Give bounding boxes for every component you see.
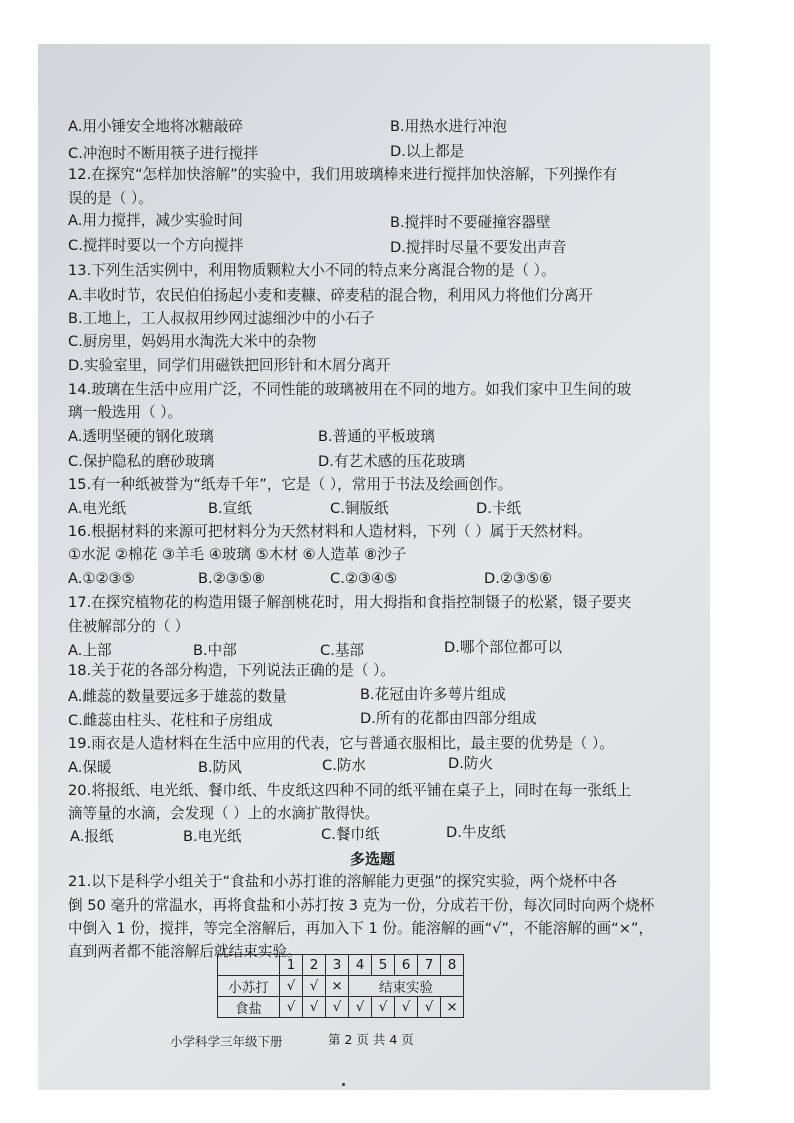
- q17-option-a: A.上部: [68, 642, 112, 659]
- q14-option-d: D.有艺术感的压花玻璃: [318, 453, 466, 470]
- q20-option-c: C.餐巾纸: [321, 826, 380, 843]
- q11-option-b: B.用热水进行冲泡: [390, 118, 507, 135]
- table-cell: √: [303, 976, 326, 997]
- q14-option-c: C.保护隐私的磨砂玻璃: [68, 453, 215, 470]
- q15-stem: 15.有一种纸被誉为“纸寿千年”，它是（ ），常用于书法及绘画创作。: [68, 476, 513, 493]
- q15-option-d: D.卡纸: [476, 500, 522, 517]
- q20-option-d: D.牛皮纸: [446, 824, 506, 841]
- table-cell: √: [349, 997, 372, 1018]
- q14-option-a: A.透明坚硬的钢化玻璃: [68, 428, 214, 445]
- q11-option-d: D.以上都是: [390, 143, 465, 160]
- q16-materials: ①水泥 ②棉花 ③羊毛 ④玻璃 ⑤木材 ⑥人造革 ⑧沙子: [68, 546, 407, 563]
- q14-stem-cont: 璃一般选用（ ）。: [68, 404, 183, 421]
- table-cell: ×: [441, 997, 464, 1018]
- q12-option-a: A.用力搅拌，减少实验时间: [68, 212, 243, 229]
- q12-stem: 12.在探究“怎样加快溶解”的实验中，我们用玻璃棒来进行搅拌加快溶解，下列操作有: [68, 166, 618, 183]
- dissolving-results-table: [217, 954, 464, 1018]
- footer-grade-label: 小学科学三年级下册: [170, 1034, 283, 1049]
- q11-option-a: A.用小锤安全地将冰糖敲碎: [68, 118, 243, 135]
- q16-option-c: C.②③④⑤: [330, 570, 398, 587]
- q12-option-c: C.搅拌时要以一个方向搅拌: [68, 237, 244, 254]
- q16-option-d: D.②③⑤⑥: [484, 570, 553, 587]
- q13-option-b: B.工地上，工人叔叔用纱网过滤细沙中的小石子: [68, 310, 375, 327]
- q21-stem-line-2: 倒 50 毫升的常温水，再将食盐和小苏打按 3 克为一份，分成若干份，每次同时向两个烧杯: [68, 897, 655, 914]
- table-header-cell: [218, 955, 280, 976]
- scanned-page: [38, 44, 710, 1090]
- q18-option-d: D.所有的花都由四部分组成: [360, 710, 537, 727]
- q19-stem: 19.雨衣是人造材料在生活中应用的代表，它与普通衣服相比，最主要的优势是（ ）。: [68, 735, 614, 752]
- q19-option-b: B.防风: [198, 759, 242, 776]
- q15-option-b: B.宣纸: [208, 500, 252, 517]
- q16-option-b: B.②③⑤⑧: [198, 570, 265, 587]
- q18-option-a: A.雌蕊的数量要远多于雄蕊的数量: [68, 688, 287, 705]
- footer-page-number: 第 2 页 共 4 页: [328, 1032, 414, 1047]
- row-label-baking-soda: 小苏打: [218, 976, 280, 997]
- q18-stem: 18.关于花的各部分构造，下列说法正确的是（ ）。: [68, 662, 396, 679]
- table-row-salt: [218, 997, 464, 1018]
- q12-option-d: D.搅拌时尽量不要发出声音: [390, 239, 567, 256]
- table-cell: √: [418, 997, 441, 1018]
- q13-option-c: C.厨房里，妈妈用水淘洗大米中的杂物: [68, 333, 317, 350]
- q11-option-c: C.冲泡时不断用筷子进行搅拌: [68, 145, 258, 162]
- q17-stem: 17.在探究植物花的构造用镊子解剖桃花时，用大拇指和食指控制镊子的松紧，镊子要夹: [68, 594, 632, 611]
- q13-stem: 13.下列生活实例中，利用物质颗粒大小不同的特点来分离混合物的是（ ）。: [68, 262, 556, 279]
- table-cell: √: [372, 997, 395, 1018]
- row-label-salt: 食盐: [218, 997, 280, 1018]
- table-header-cell: 2: [303, 955, 326, 976]
- q16-stem: 16.根据材料的来源可把材料分为天然材料和人造材料，下列（ ）属于天然材料。: [68, 523, 593, 540]
- q12-option-b: B.搅拌时不要碰撞容器壁: [390, 214, 551, 231]
- table-cell: √: [326, 997, 349, 1018]
- table-cell: √: [280, 997, 303, 1018]
- q18-option-c: C.雌蕊由柱头、花柱和子房组成: [68, 712, 273, 729]
- table-header-cell: 1: [280, 955, 303, 976]
- table-header-cell: 3: [326, 955, 349, 976]
- q17-option-b: B.中部: [193, 642, 237, 659]
- q16-option-a: A.①②③⑤: [68, 570, 135, 587]
- q13-option-a: A.丰收时节，农民伯伯扬起小麦和麦糠、碎麦秸的混合物，利用风力将他们分离开: [68, 287, 594, 304]
- table-row-baking-soda: [218, 976, 464, 997]
- table-header-cell: 8: [441, 955, 464, 976]
- table-cell: √: [280, 976, 303, 997]
- table-cell: √: [395, 997, 418, 1018]
- q14-stem: 14.玻璃在生活中应用广泛，不同性能的玻璃被用在不同的地方。如我们家中卫生间的玻: [68, 381, 632, 398]
- table-cell: ×: [326, 976, 349, 997]
- q21-stem-line-4: 直到两者都不能溶解后就结束实验。: [68, 943, 302, 960]
- q17-option-d: D.哪个部位都可以: [444, 639, 563, 656]
- table-header-cell: 7: [418, 955, 441, 976]
- section-title-multiple-choice: 多选题: [350, 850, 396, 868]
- q20-stem: 20.将报纸、电光纸、餐巾纸、牛皮纸这四种不同的纸平铺在桌子上，同时在每一张纸上: [68, 782, 632, 799]
- q19-option-c: C.防水: [322, 757, 367, 774]
- q21-stem-line-1: 21.以下是科学小组关于“食盐和小苏打谁的溶解能力更强”的探究实验，两个烧杯中各: [68, 873, 618, 890]
- q19-option-a: A.保暖: [68, 759, 112, 776]
- q13-option-d: D.实验室里，同学们用磁铁把回形针和木屑分离开: [68, 357, 391, 374]
- scan-speck: [342, 1083, 345, 1086]
- q12-stem-cont: 误的是（ ）。: [68, 190, 153, 207]
- q20-option-a: A.报纸: [70, 828, 114, 845]
- q20-stem-cont: 滴等量的水滴，会发现（ ）上的水滴扩散得快。: [68, 805, 380, 822]
- q18-option-b: B.花冠由许多萼片组成: [360, 686, 506, 703]
- table-header-row: [218, 955, 464, 976]
- q19-option-d: D.防火: [448, 755, 494, 772]
- q15-option-a: A.电光纸: [68, 500, 127, 517]
- table-header-cell: 6: [395, 955, 418, 976]
- q15-option-c: C.铜版纸: [330, 500, 389, 517]
- q14-option-b: B.普通的平板玻璃: [318, 428, 435, 445]
- q21-stem-line-3: 中倒入 1 份，搅拌，等完全溶解后，再加入下 1 份。能溶解的画“√”，不能溶解的画“×”，: [68, 920, 654, 937]
- table-header-cell: 4: [349, 955, 372, 976]
- q20-option-b: B.电光纸: [183, 828, 242, 845]
- end-experiment-cell: 结束实验: [349, 976, 464, 997]
- table-header-cell: 5: [372, 955, 395, 976]
- q17-option-c: C.基部: [320, 642, 365, 659]
- table-cell: √: [303, 997, 326, 1018]
- q17-stem-cont: 住被解部分的（ ）: [68, 618, 190, 635]
